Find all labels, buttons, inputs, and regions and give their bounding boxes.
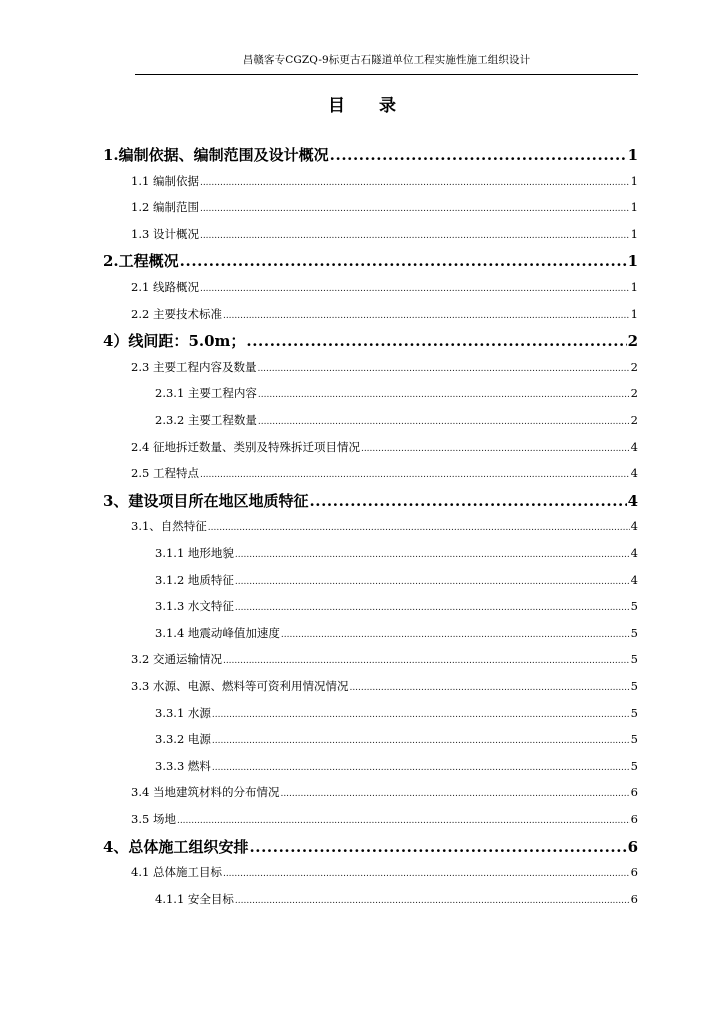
toc-leader-dots bbox=[281, 630, 630, 640]
toc-leader-dots bbox=[309, 492, 626, 510]
toc-entry-page: 6 bbox=[630, 785, 638, 800]
toc-entry-label: 2.3.2 主要工程数量 bbox=[155, 413, 257, 427]
toc-entry[interactable] bbox=[155, 385, 638, 401]
toc-leader-dots bbox=[200, 284, 630, 294]
toc-leader-dots bbox=[246, 332, 626, 350]
toc-entry-page: 4 bbox=[630, 439, 638, 454]
toc-leader-dots bbox=[257, 364, 629, 374]
toc-entry-label: 3.1.2 地质特征 bbox=[155, 572, 234, 587]
toc-entry-label: 2.4 征地拆迁数量、类别及特殊拆迁项目情况 bbox=[131, 439, 360, 454]
toc-leader-dots bbox=[200, 178, 630, 188]
toc-leader-dots bbox=[200, 470, 630, 480]
toc-entry-label: 2.3 主要工程内容及数量 bbox=[131, 359, 257, 374]
toc-entry[interactable] bbox=[131, 439, 638, 455]
toc-entry-label: 1.2 编制范围 bbox=[131, 200, 199, 215]
toc-entry-label: 2.3.1 主要工程内容 bbox=[155, 386, 257, 401]
toc-entry-page: 2 bbox=[630, 386, 638, 401]
toc-entry-label: 4.1 总体施工目标 bbox=[131, 865, 222, 880]
toc-entry-page: 6 bbox=[630, 812, 638, 826]
toc-entry-page: 4 bbox=[630, 572, 638, 587]
toc-entry-page: 2 bbox=[627, 332, 638, 351]
toc-entry-label: 2.1 线路概况 bbox=[131, 280, 199, 294]
toc-entry-page: 4 bbox=[630, 546, 638, 560]
toc-entry[interactable] bbox=[131, 199, 638, 215]
toc-entry[interactable] bbox=[155, 705, 638, 721]
toc-entry-label: 1.编制依据、编制范围及设计概况 bbox=[103, 146, 329, 164]
toc-entry[interactable] bbox=[155, 598, 638, 614]
toc-entry[interactable] bbox=[131, 173, 638, 189]
toc-leader-dots bbox=[212, 736, 630, 746]
toc-entry-label: 4、总体施工组织安排 bbox=[103, 837, 249, 856]
toc-leader-dots bbox=[361, 444, 630, 454]
toc-leader-dots bbox=[330, 146, 627, 164]
toc-entry-page: 5 bbox=[630, 652, 638, 667]
toc-entry-page: 6 bbox=[630, 865, 638, 880]
toc-entry-page: 1 bbox=[630, 226, 638, 241]
header-rule bbox=[135, 74, 638, 75]
toc-leader-dots bbox=[200, 231, 630, 241]
toc-entry-label: 3.3.2 电源 bbox=[155, 732, 211, 747]
toc-entry-label: 3.3.1 水源 bbox=[155, 705, 211, 720]
toc-entry[interactable] bbox=[131, 678, 638, 694]
toc-entry-page: 2 bbox=[630, 359, 638, 374]
toc-entry-label: 3.5 场地 bbox=[131, 812, 176, 826]
toc-entry-page: 1 bbox=[630, 280, 638, 294]
toc-entry-label: 1.3 设计概况 bbox=[131, 226, 199, 241]
toc-entry-label: 4.1.1 安全目标 bbox=[155, 891, 234, 906]
toc-entry[interactable] bbox=[131, 359, 638, 375]
toc-leader-dots bbox=[212, 763, 630, 773]
toc-entry-page: 4 bbox=[630, 519, 638, 534]
toc-entry[interactable] bbox=[155, 572, 638, 588]
toc-entry[interactable] bbox=[155, 758, 638, 774]
toc-entry-label: 1.1 编制依据 bbox=[131, 173, 199, 188]
toc-entry-page: 5 bbox=[630, 599, 638, 614]
toc-entry-page: 1 bbox=[627, 146, 638, 164]
toc-leader-dots bbox=[249, 838, 626, 856]
toc-leader-dots bbox=[258, 417, 630, 427]
toc-entry-label: 3.1.3 水文特征 bbox=[155, 599, 234, 614]
toc-entry[interactable] bbox=[103, 144, 638, 165]
toc-entry[interactable] bbox=[131, 226, 638, 242]
toc-leader-dots bbox=[235, 550, 630, 560]
toc-leader-dots bbox=[235, 577, 630, 587]
toc-entry-label: 3.3.3 燃料 bbox=[155, 758, 211, 773]
toc-entry-label: 2.5 工程特点 bbox=[131, 466, 199, 481]
toc-entry-label: 3.1、自然特征 bbox=[131, 519, 207, 534]
toc-entry-page: 5 bbox=[630, 705, 638, 720]
toc-entry[interactable] bbox=[131, 864, 638, 880]
toc-entry-page: 5 bbox=[630, 732, 638, 747]
toc-entry[interactable] bbox=[155, 545, 638, 561]
toc-leader-dots bbox=[180, 252, 627, 270]
toc-entry[interactable] bbox=[131, 465, 638, 481]
toc-entry-label: 3.3 水源、电源、燃料等可资利用情况情况 bbox=[131, 679, 349, 693]
toc-entry[interactable] bbox=[131, 651, 638, 667]
toc-entry-page: 1 bbox=[630, 200, 638, 215]
toc-leader-dots bbox=[200, 204, 630, 214]
toc-leader-dots bbox=[280, 789, 629, 799]
toc-leader-dots bbox=[212, 710, 630, 720]
toc-entry-page: 1 bbox=[630, 173, 638, 188]
toc-entry-label: 3.1.4 地震动峰值加速度 bbox=[155, 625, 280, 640]
toc-entry[interactable] bbox=[131, 784, 638, 800]
toc-leader-dots bbox=[223, 656, 630, 666]
toc-entry-page: 2 bbox=[630, 413, 638, 427]
page-title: 目 录 bbox=[328, 96, 410, 116]
toc-leader-dots bbox=[235, 896, 630, 906]
toc-entry-label: 2.2 主要技术标准 bbox=[131, 306, 222, 321]
toc-entry[interactable] bbox=[103, 836, 638, 857]
toc-entry-page: 4 bbox=[630, 466, 638, 481]
running-header: 昌赣客专CGZQ-9标更古石隧道单位工程实施性施工组织设计 bbox=[242, 54, 531, 66]
toc-leader-dots bbox=[223, 311, 630, 321]
toc-entry-label: 3.4 当地建筑材料的分布情况 bbox=[131, 785, 280, 800]
toc-leader-dots bbox=[258, 390, 630, 400]
toc-entry[interactable] bbox=[155, 731, 638, 747]
toc-leader-dots bbox=[235, 603, 630, 613]
toc-entry-label: 2.工程概况 bbox=[103, 252, 179, 271]
toc-entry[interactable] bbox=[131, 811, 638, 827]
toc-entry-page: 5 bbox=[630, 679, 638, 693]
toc-entry-page: 1 bbox=[630, 306, 638, 321]
toc-leader-dots bbox=[223, 869, 630, 879]
toc-entry-page: 5 bbox=[630, 625, 638, 640]
toc-entry-page: 5 bbox=[630, 758, 638, 773]
toc-entry[interactable] bbox=[155, 412, 638, 428]
toc-leader-dots bbox=[208, 523, 630, 533]
toc-entry[interactable] bbox=[131, 279, 638, 295]
toc-entry[interactable] bbox=[103, 250, 638, 271]
toc-entry-label: 4）线间距：5.0m； bbox=[103, 332, 246, 351]
toc-entry-label: 3、建设项目所在地区地质特征 bbox=[103, 491, 309, 510]
toc-leader-dots bbox=[349, 683, 629, 693]
toc-entry-page: 6 bbox=[630, 891, 638, 906]
toc-entry-page: 4 bbox=[627, 491, 638, 510]
toc-entry[interactable] bbox=[131, 518, 638, 534]
toc-entry[interactable] bbox=[155, 625, 638, 641]
toc-entry[interactable] bbox=[103, 490, 638, 511]
toc-entry-label: 3.2 交通运输情况 bbox=[131, 652, 222, 667]
toc-entry[interactable] bbox=[103, 330, 638, 351]
toc-entry[interactable] bbox=[131, 306, 638, 322]
toc-entry[interactable] bbox=[155, 891, 638, 907]
toc-leader-dots bbox=[177, 816, 630, 826]
toc-entry-page: 1 bbox=[627, 252, 638, 271]
toc-entry-label: 3.1.1 地形地貌 bbox=[155, 546, 234, 560]
toc-entry-page: 6 bbox=[627, 837, 638, 856]
